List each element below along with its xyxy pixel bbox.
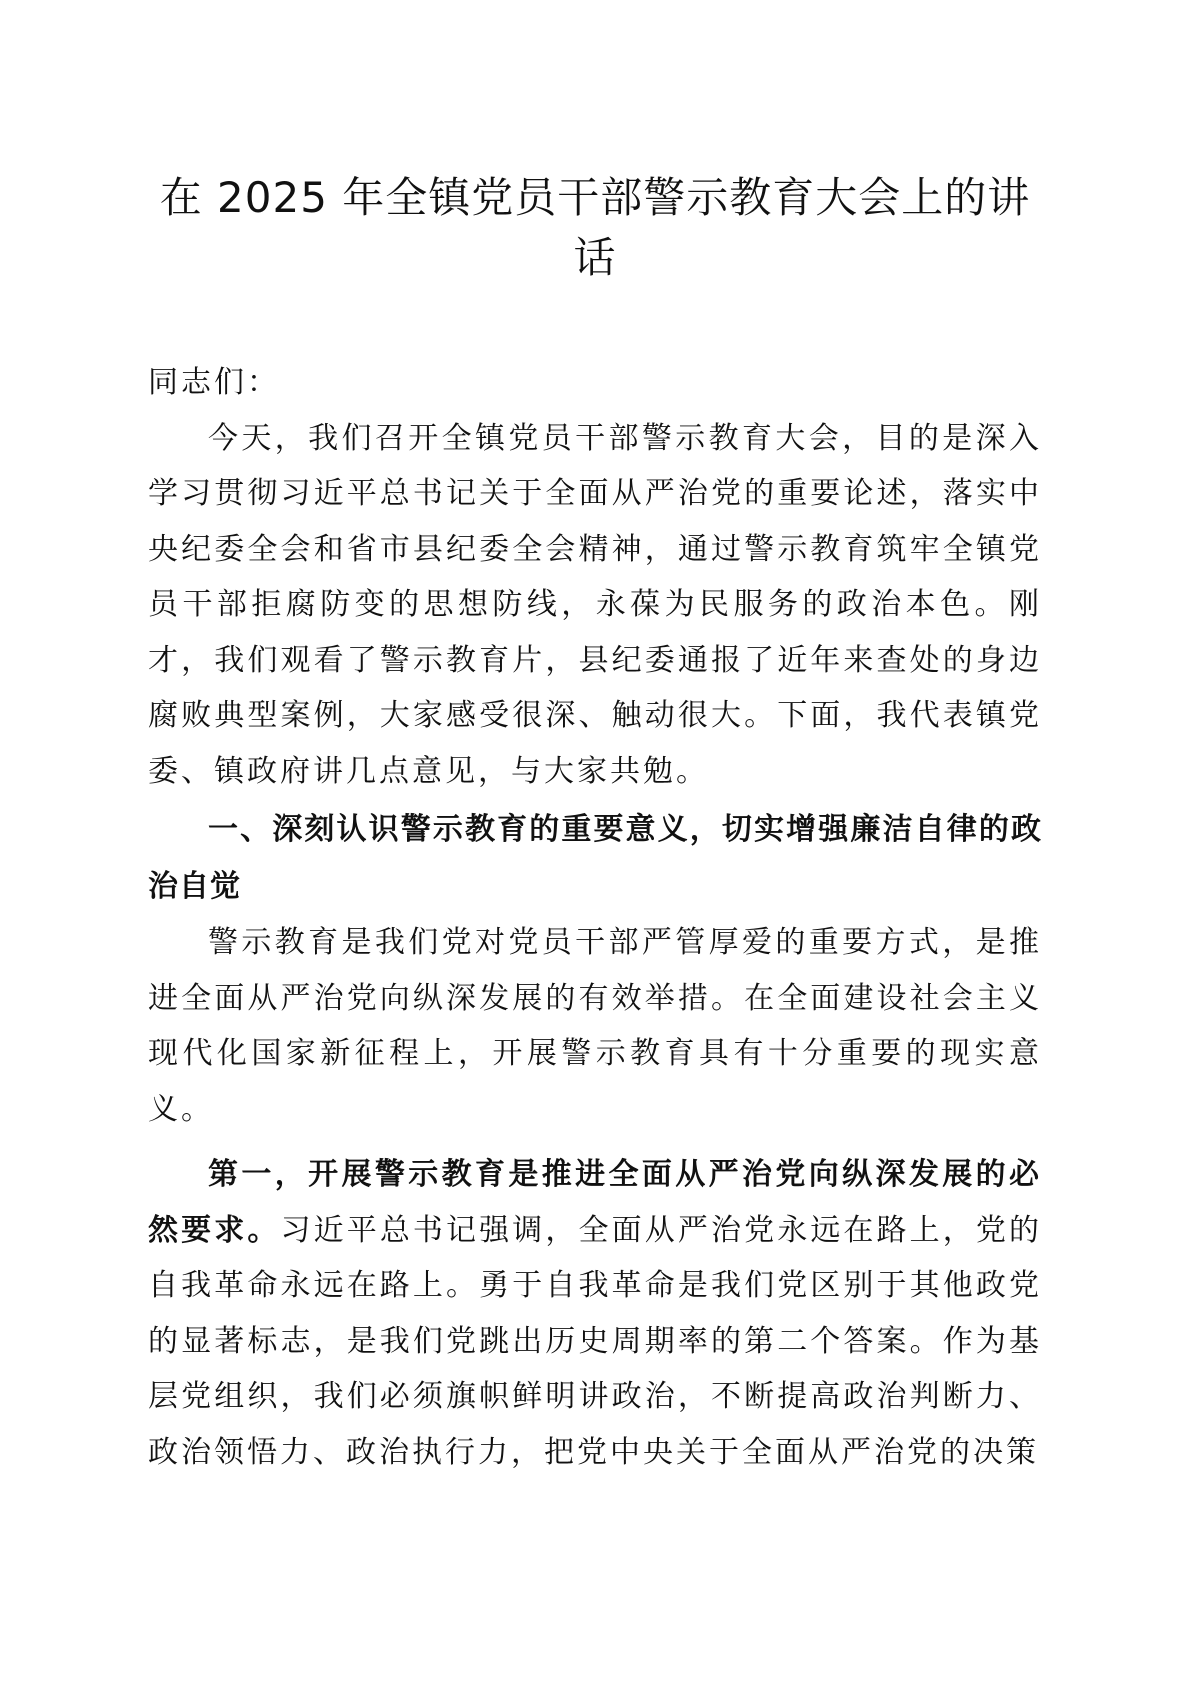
point-1-lead: 第一，开展警示教育是推进全面从严治党向纵深发展的必然要求。 [148, 1157, 1042, 1248]
section-heading-1: 一、深刻认识警示教育的重要意义，切实增强廉洁自律的政治自觉 [148, 812, 1042, 904]
point-1-body: 习近平总书记强调，全面从严治党永远在路上，党的自我革命永远在路上。勇于自我革命是我们党区别于其他政党的显著标志，是我们党跳出历史周期率的第二个答案。作为基层党组织，我们必须旗帜鲜明讲政治，不断提高政治判断力、政治领悟力、政治执行力，把党中央关于全面从严治党的决策 [148, 1212, 1043, 1470]
document-body [148, 355, 1042, 1480]
salutation: 同志们： [148, 365, 280, 400]
document-title: 在 2025 年全镇党员干部警示教育大会上的讲话 [159, 173, 1031, 282]
section-1-intro-paragraph: 警示教育是我们党对党员干部严管厚爱的重要方式，是推进全面从严治党向纵深发展的有效举措。在全面建设社会主义现代化国家新征程上，开展警示教育具有十分重要的现实意义。 [148, 925, 1042, 1127]
point-1-paragraph [148, 1147, 1042, 1480]
intro-paragraph: 今天，我们召开全镇党员干部警示教育大会，目的是深入学习贯彻习近平总书记关于全面从严治党的重要论述，落实中央纪委全会和省市县纪委全会精神，通过警示教育筑牢全镇党员干部拒腐防变的思想防线，永葆为民服务的政治本色。刚才，我们观看了警示教育片，县纪委通报了近年来查处的身边腐败典型案例，大家感受很深、触动很大。下面，我代表镇党委、镇政府讲几点意见，与大家共勉。 [148, 420, 1042, 789]
